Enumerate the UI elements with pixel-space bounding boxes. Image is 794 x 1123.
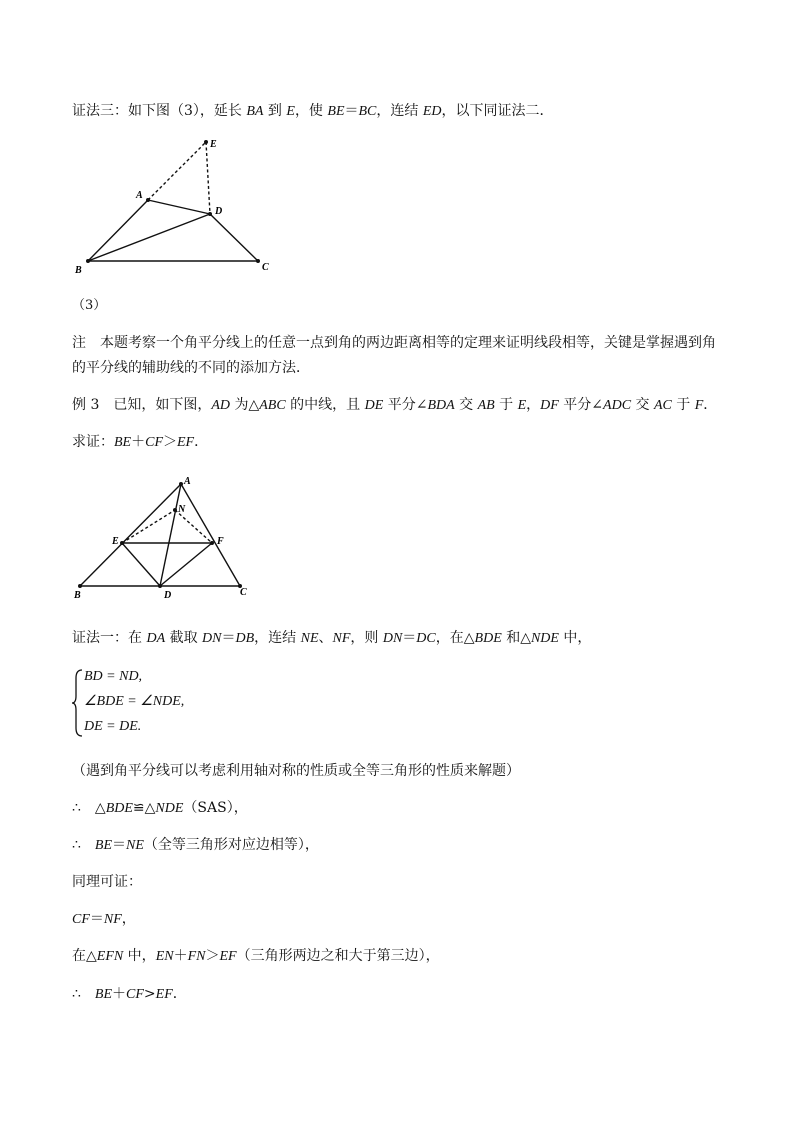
label-B: B xyxy=(75,265,82,276)
segment-AC xyxy=(181,484,240,586)
segment-BD xyxy=(88,214,210,261)
method3-text: 证法三：如下图（3），延长 BA 到 E，使 BE＝BC，连结 ED，以下同证法二． xyxy=(72,103,554,119)
point-F xyxy=(210,541,214,545)
point-N xyxy=(173,508,177,512)
step-triangle-inequality: 在△EFN 中，EN＋FN＞EF（三角形两边之和大于第三边）， xyxy=(72,948,440,964)
equation-row-1: BD = ND, xyxy=(84,669,143,684)
point-D xyxy=(158,584,162,588)
label-E: E xyxy=(112,536,119,547)
label-B: B xyxy=(74,590,81,601)
figure-example-3-diagram xyxy=(70,472,260,602)
point-D xyxy=(208,212,212,216)
point-E xyxy=(204,140,208,144)
label-C: C xyxy=(240,587,247,598)
equation-system xyxy=(72,668,272,738)
segment-AB xyxy=(80,484,181,586)
example-3-statement: 例 3 已知，如下图，AD 为△ABC 的中线，且 DE 平分∠BDA 交 AB 于 E，DF 平分∠ADC 交 AC 于 F． xyxy=(72,397,718,413)
equation-row-3: DE = DE. xyxy=(84,719,142,734)
point-A xyxy=(179,482,183,486)
segment-ED xyxy=(122,543,160,586)
step-cf-nf: CF＝NF， xyxy=(72,911,136,927)
step-similarly: 同理可证： xyxy=(72,874,142,890)
point-A xyxy=(146,198,150,202)
figure-3-caption: （3） xyxy=(72,298,107,313)
label-F: F xyxy=(217,536,224,547)
note-line-2: 的平分线的辅助线的不同的添加方法． xyxy=(72,360,310,376)
hint-text: （遇到角平分线可以考虑利用轴对称的性质或全等三角形的性质来解题） xyxy=(72,763,520,779)
proof-1-intro: 证法一：在 DA 截取 DN＝DB，连结 NE、NF，则 DN＝DC，在△BDE 和△NDE 中， xyxy=(72,630,592,646)
label-A: A xyxy=(136,190,143,201)
figure-3-diagram xyxy=(70,132,290,282)
equation-row-2: ∠BDE = ∠NDE, xyxy=(84,694,185,709)
segment-AD xyxy=(148,200,210,214)
step-congruence: ∴ △BDE≌△NDE（SAS）， xyxy=(72,800,248,816)
point-B xyxy=(78,584,82,588)
note-line-1: 注 本题考察一个角平分线上的任意一点到角的两边距离相等的定理来证明线段相等，关键是掌握遇到角 xyxy=(72,335,716,351)
label-N: N xyxy=(178,504,186,515)
segment-DC xyxy=(210,214,258,261)
label-C: C xyxy=(262,262,269,273)
segment-AE-dashed xyxy=(148,142,206,200)
label-D: D xyxy=(164,590,172,601)
label-D: D xyxy=(215,206,223,217)
prove-statement: 求证：BE＋CF＞EF． xyxy=(72,434,209,450)
label-A: A xyxy=(184,476,191,487)
point-C xyxy=(256,259,260,263)
point-E xyxy=(120,541,124,545)
step-conclusion: ∴ BE＋CF>EF． xyxy=(72,986,187,1002)
label-E: E xyxy=(210,139,217,150)
step-be-ne: ∴ BE＝NE（全等三角形对应边相等）， xyxy=(72,837,319,853)
left-brace xyxy=(72,668,84,738)
segment-ED-dashed xyxy=(206,142,210,214)
segment-EN-dashed xyxy=(122,510,175,543)
segment-BA xyxy=(88,200,148,261)
point-B xyxy=(86,259,90,263)
